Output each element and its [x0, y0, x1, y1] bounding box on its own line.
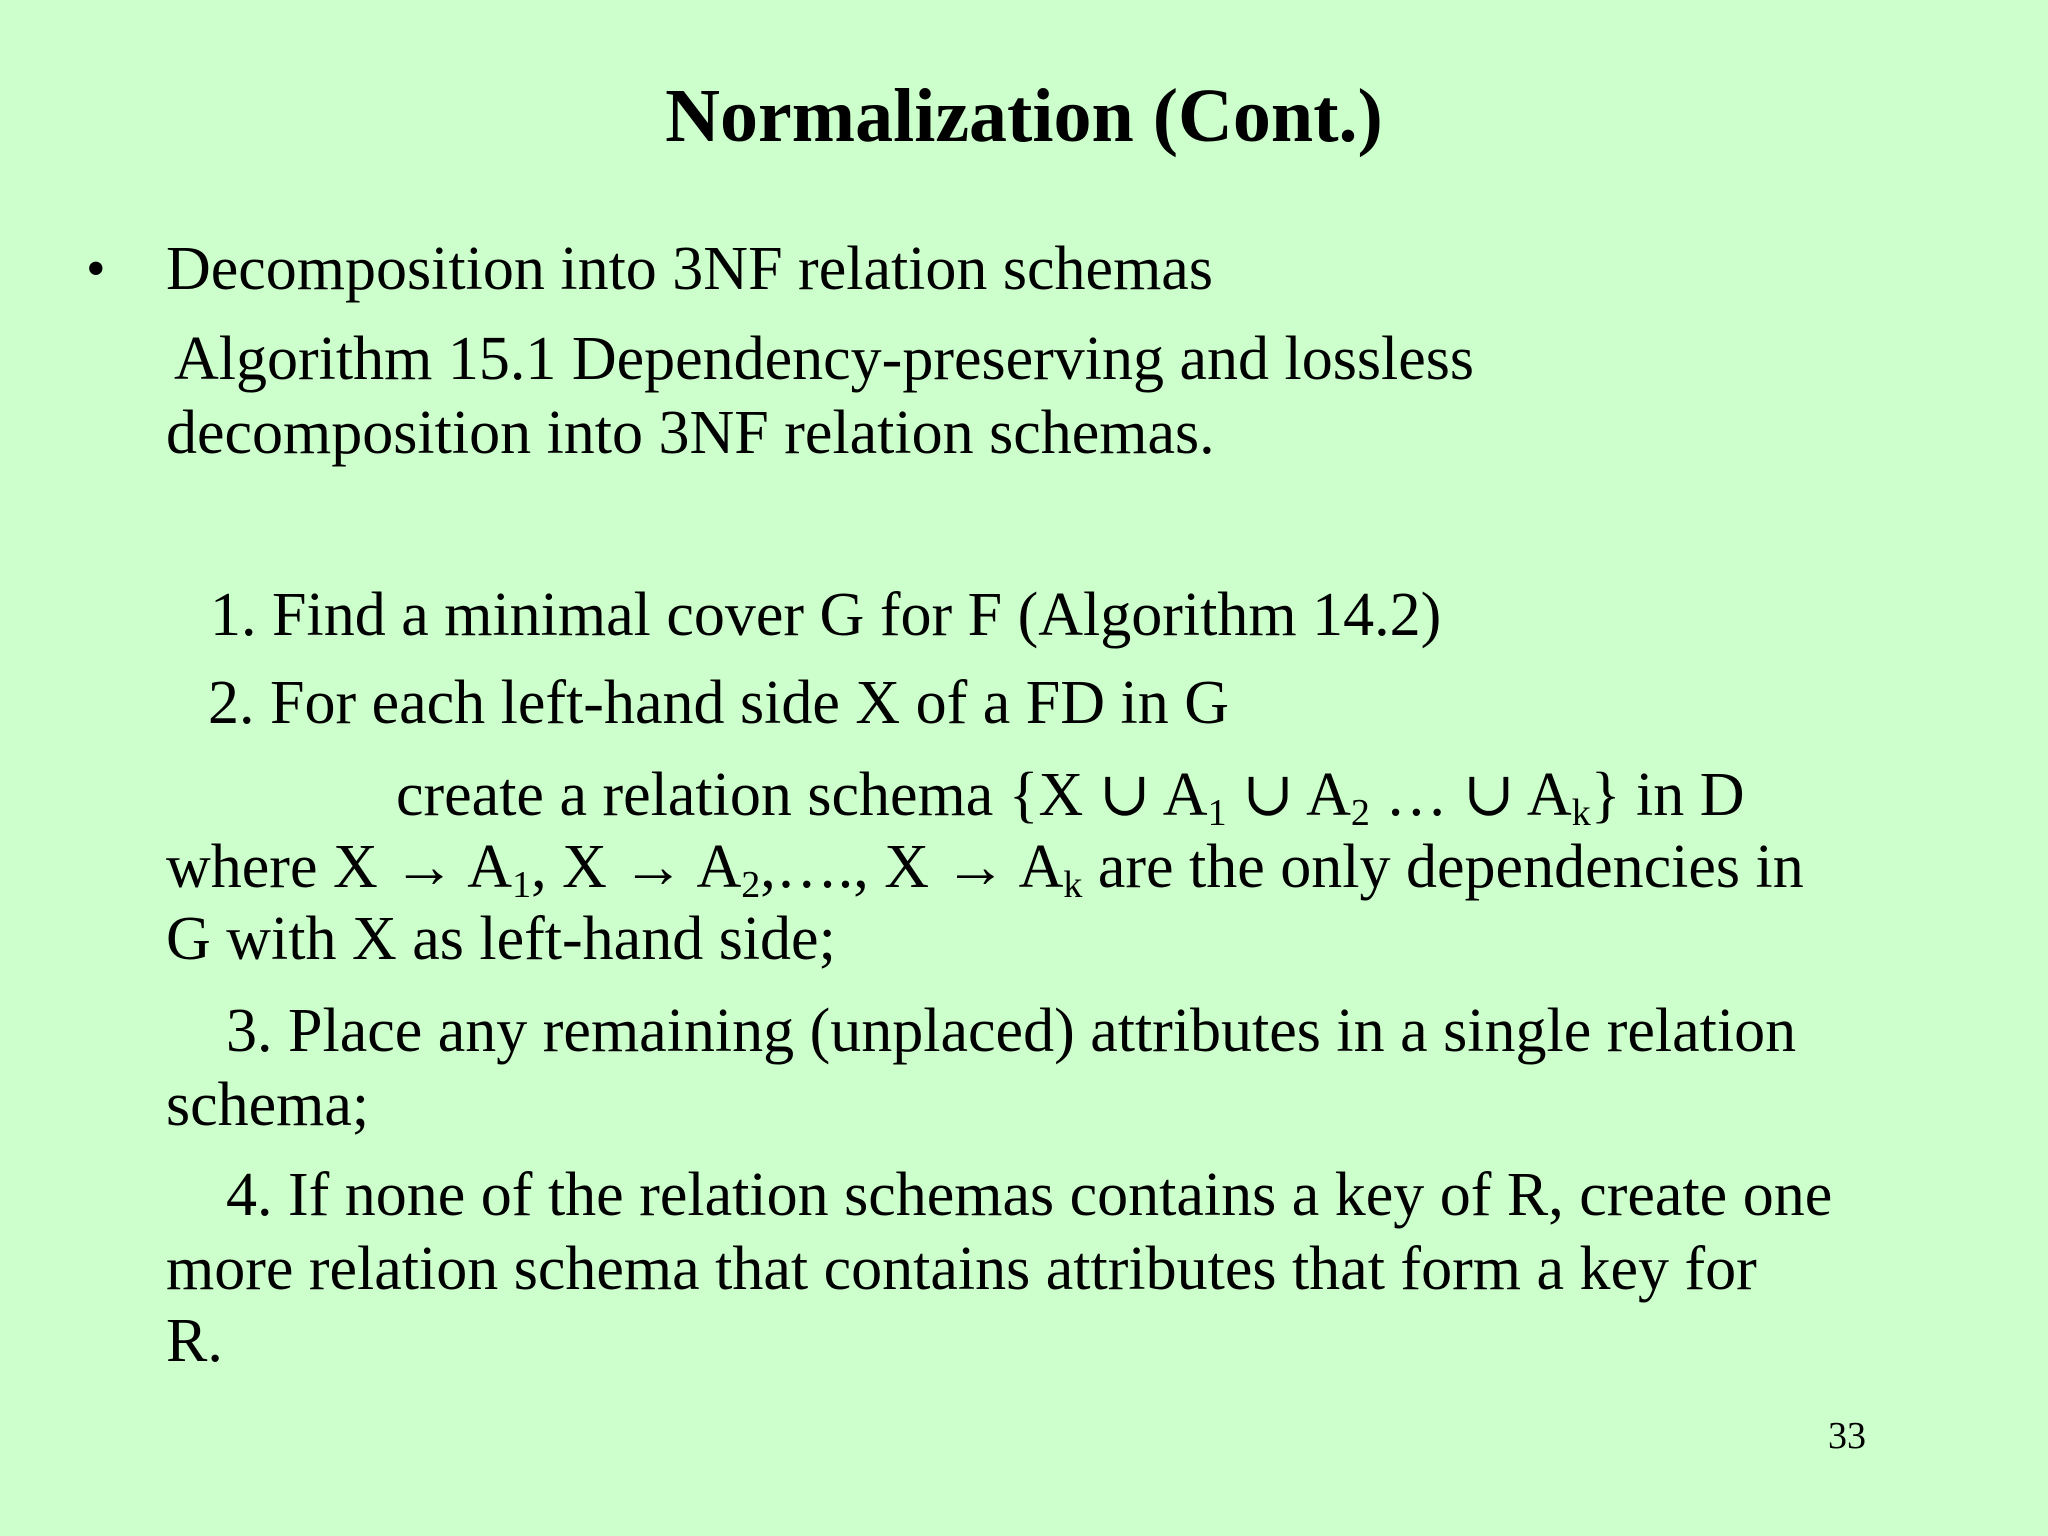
text-segment: where X → A	[166, 833, 513, 901]
subscript: 1	[512, 864, 532, 906]
page-number: 33	[1828, 1415, 1866, 1457]
text-segment: ,…., X → A	[760, 833, 1064, 901]
step-4-line-3: R.	[166, 1307, 223, 1375]
text-segment: … ∪ A	[1369, 761, 1572, 829]
step-4-line-2: more relation schema that contains attributes that form a key for	[166, 1235, 1757, 1303]
step-3-line-1: 3. Place any remaining (unplaced) attributes in a single relation	[226, 997, 1797, 1065]
step-4-line-1: 4. If none of the relation schemas contains a key of R, create one	[226, 1161, 1833, 1229]
subscript: k	[1063, 864, 1083, 906]
subscript: 2	[741, 864, 761, 906]
step-1: 1. Find a minimal cover G for F (Algorithm 14.2)	[210, 581, 1442, 649]
subscript: 1	[1207, 792, 1227, 834]
text-segment: ∪ A	[1226, 761, 1351, 829]
slide-title: Normalization (Cont.)	[665, 74, 1383, 158]
step-2-create-schema	[396, 758, 1744, 832]
step-3-line-2: schema;	[166, 1071, 370, 1139]
text-segment: are the only dependencies in	[1082, 833, 1804, 901]
step-2-end: G with X as left-hand side;	[166, 905, 836, 973]
bullet-text: Decomposition into 3NF relation schemas	[166, 235, 1213, 303]
step-2: 2. For each left-hand side X of a FD in G	[208, 669, 1230, 737]
text-segment: } in D	[1590, 761, 1745, 829]
text-segment: create a relation schema {X ∪ A	[396, 761, 1208, 829]
text-segment: , X → A	[531, 833, 742, 901]
algorithm-line-2: decomposition into 3NF relation schemas.	[166, 399, 1215, 467]
subscript: 2	[1350, 792, 1370, 834]
algorithm-line-1: Algorithm 15.1 Dependency-preserving and lossless	[174, 325, 1475, 393]
subscript: k	[1571, 792, 1591, 834]
step-2-where	[166, 830, 1804, 904]
bullet-dot: •	[86, 238, 106, 300]
